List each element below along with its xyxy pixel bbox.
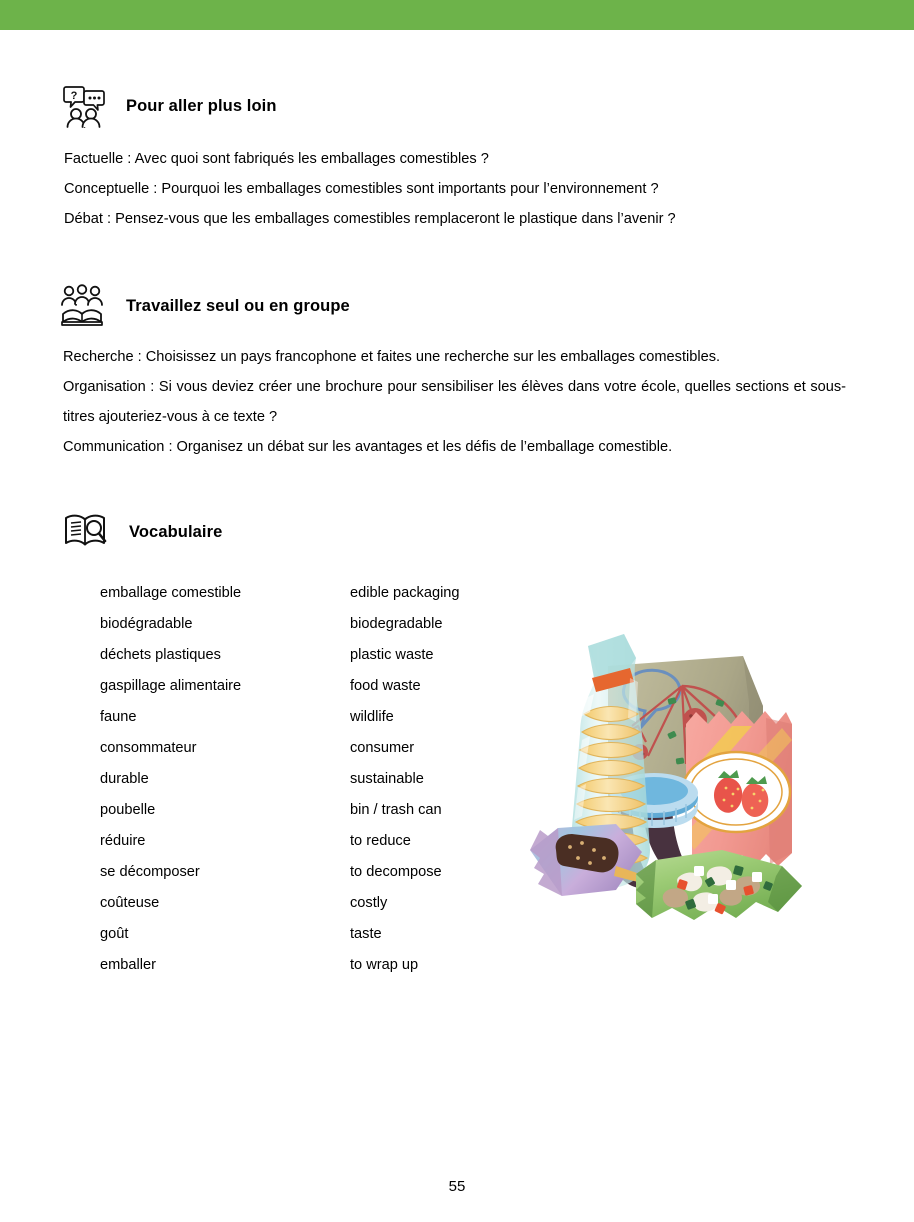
questions-block bbox=[64, 144, 854, 234]
section-heading-pour-aller-plus-loin bbox=[62, 84, 277, 128]
vocab-en: wildlife bbox=[350, 709, 394, 725]
strawberry-snack-bag-illustration bbox=[682, 711, 792, 869]
vocab-en: plastic waste bbox=[350, 647, 434, 663]
task-line-organisation: Organisation : Si vous deviez créer une brochure pour sensibiliser les élèves dans votre école, quelles sections et sous-titres ajouteriez-vous à ce texte ? bbox=[63, 379, 846, 425]
table-row bbox=[100, 919, 500, 950]
table-row bbox=[100, 671, 500, 702]
task-line-communication: Communication : Organisez un débat sur les avantages et les défis de l’emballage comestible. bbox=[63, 439, 673, 455]
vocab-en: to reduce bbox=[350, 833, 411, 849]
task-line-recherche: Recherche : Choisissez un pays francophone et faites une recherche sur les emballages comestibles. bbox=[63, 349, 721, 365]
vocab-en: sustainable bbox=[350, 771, 424, 787]
vocab-en: edible packaging bbox=[350, 585, 460, 601]
table-row bbox=[100, 764, 500, 795]
vocab-fr: consommateur bbox=[100, 740, 197, 756]
question-line-debat: Débat : Pensez-vous que les emballages comestibles remplaceront le plastique dans l’avenir ? bbox=[64, 211, 676, 227]
table-row bbox=[100, 888, 500, 919]
vocab-fr: faune bbox=[100, 709, 137, 725]
question-line-factuelle: Factuelle : Avec quoi sont fabriqués les emballages comestibles ? bbox=[64, 151, 489, 167]
vocab-fr: déchets plastiques bbox=[100, 647, 221, 663]
table-row bbox=[100, 609, 500, 640]
group-work-block bbox=[63, 342, 846, 462]
table-row bbox=[100, 640, 500, 671]
table-row bbox=[100, 795, 500, 826]
vocab-en: to wrap up bbox=[350, 957, 419, 973]
ice-cream-bar-illustration bbox=[530, 824, 643, 896]
section-title: Vocabulaire bbox=[129, 522, 223, 541]
table-row bbox=[100, 857, 500, 888]
section-title: Pour aller plus loin bbox=[126, 96, 277, 115]
vocab-fr: réduire bbox=[100, 833, 146, 849]
group-people-book-icon bbox=[60, 284, 106, 328]
book-magnifier-icon bbox=[63, 510, 109, 554]
table-row bbox=[100, 826, 500, 857]
question-line-conceptuelle: Conceptuelle : Pourquoi les emballages comestibles sont importants pour l’environnement ? bbox=[64, 181, 659, 197]
vocab-fr: coûteuse bbox=[100, 895, 160, 911]
table-row bbox=[100, 702, 500, 733]
vocab-en: costly bbox=[350, 895, 388, 911]
table-row bbox=[100, 578, 500, 609]
vocab-en: consumer bbox=[350, 740, 415, 756]
vocab-fr: goût bbox=[100, 926, 129, 942]
vocab-fr: se décomposer bbox=[100, 864, 200, 880]
vocab-fr: emballage comestible bbox=[100, 585, 242, 601]
section-heading-travaillez-seul-ou-en-groupe bbox=[60, 284, 350, 328]
vocab-en: food waste bbox=[350, 678, 421, 694]
vocab-en: bin / trash can bbox=[350, 802, 442, 818]
table-row bbox=[100, 950, 500, 981]
vocab-en: to decompose bbox=[350, 864, 442, 880]
vocab-fr: biodégradable bbox=[100, 616, 193, 632]
vocab-fr: gaspillage alimentaire bbox=[100, 678, 242, 694]
table-row bbox=[100, 733, 500, 764]
vocab-fr: poubelle bbox=[100, 802, 156, 818]
section-heading-vocabulaire bbox=[63, 510, 222, 554]
vocab-en: biodegradable bbox=[350, 616, 443, 632]
vocab-en: taste bbox=[350, 926, 382, 942]
vocabulary-table bbox=[100, 578, 500, 981]
svg-text:?: ? bbox=[70, 90, 78, 102]
vocab-fr: emballer bbox=[100, 957, 156, 973]
packaged-food-illustration bbox=[520, 628, 830, 924]
top-accent-bar bbox=[0, 0, 914, 30]
section-title: Travaillez seul ou en groupe bbox=[126, 296, 350, 315]
speech-bubbles-people-icon bbox=[62, 84, 108, 128]
vocabulary-table-body bbox=[100, 578, 500, 981]
page-number: 55 bbox=[448, 1178, 466, 1195]
vocab-fr: durable bbox=[100, 771, 149, 787]
